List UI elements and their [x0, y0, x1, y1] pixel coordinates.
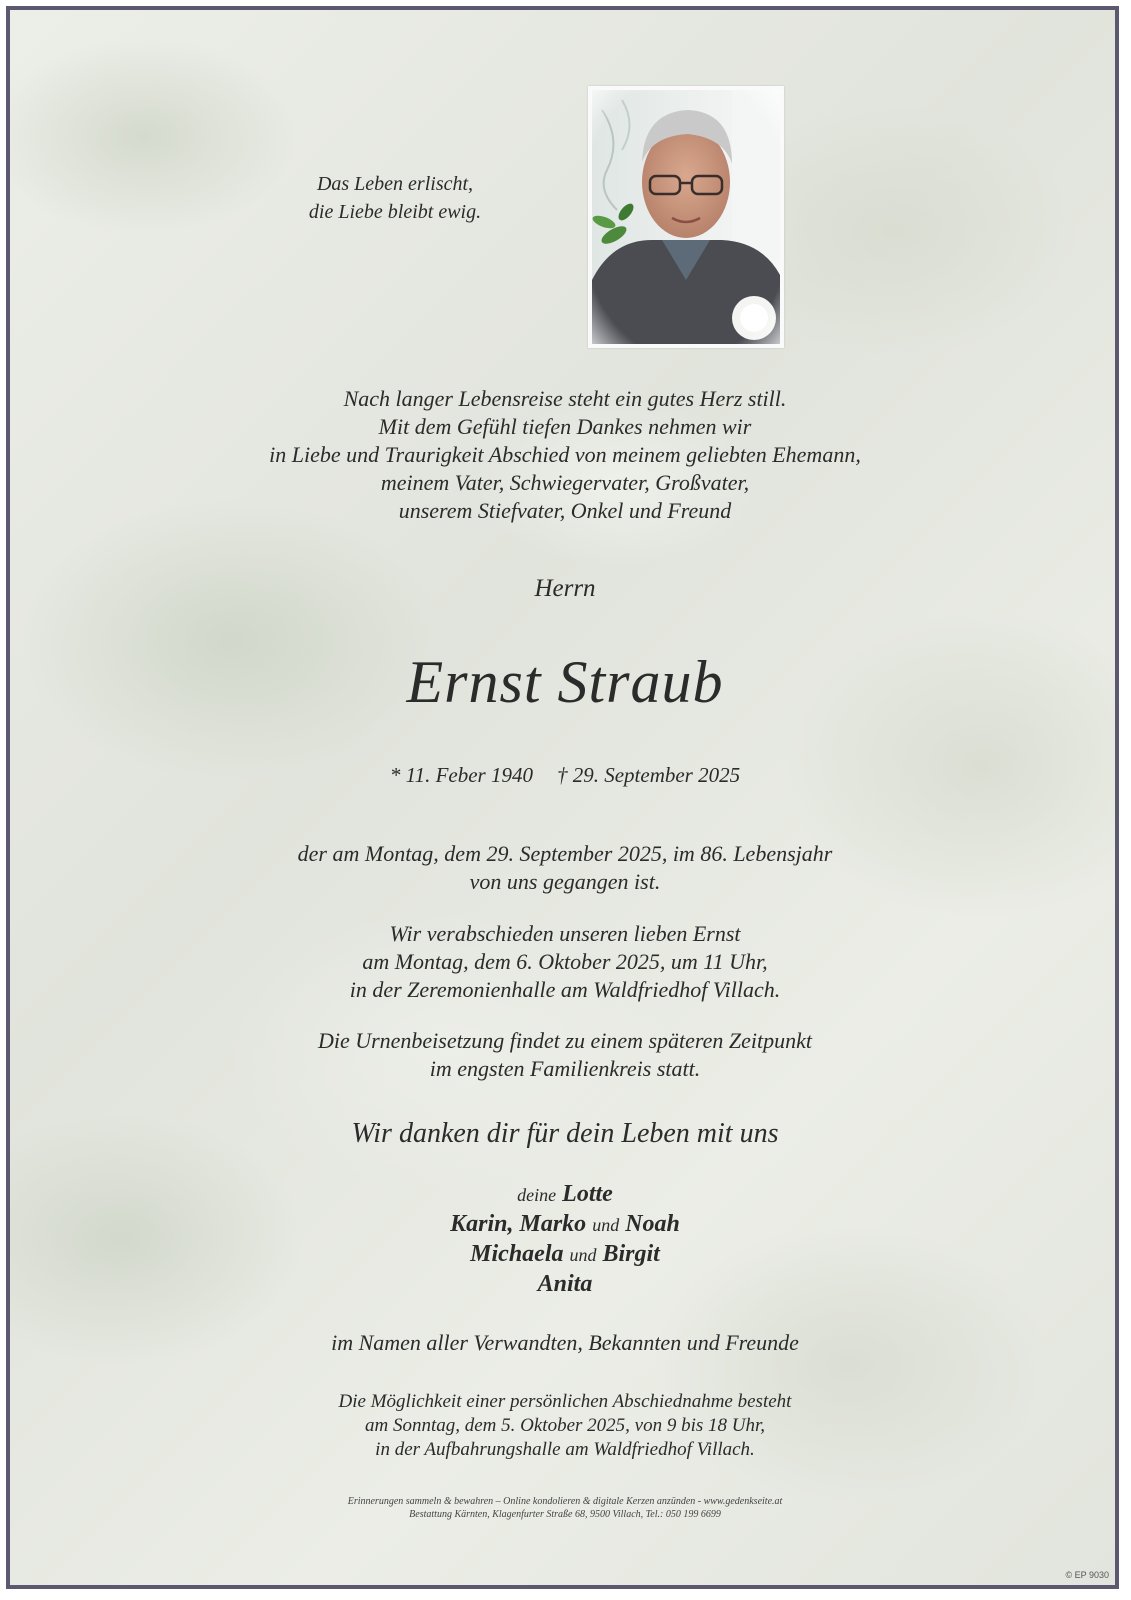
family-word: deine: [517, 1185, 557, 1205]
footer-line: Erinnerungen sammeln & bewahren – Online kondolieren & digitale Kerzen anzünden - www.gedenkseite.at: [347, 1496, 783, 1507]
family-member: Anita: [537, 1271, 593, 1297]
family-line: [150, 1210, 980, 1240]
family-word: und: [592, 1215, 620, 1235]
deceased-name: Ernst Straub: [406, 649, 724, 715]
print-code: © EP 9030: [1065, 1570, 1109, 1580]
passing-text: [150, 840, 980, 896]
family-word: und: [569, 1245, 597, 1265]
intro-text: [150, 385, 980, 525]
footer-line: Bestattung Kärnten, Klagenfurter Straße 68, 9500 Villach, Tel.: 050 199 6699: [409, 1509, 721, 1520]
birth-date: * 11. Feber 1940: [389, 763, 533, 787]
portrait-image: [592, 90, 780, 344]
intro-line: Nach langer Lebensreise steht ein gutes Herz still.: [343, 386, 787, 411]
family-member: Lotte: [562, 1181, 613, 1207]
salutation: Herrn: [534, 575, 596, 602]
passing-line: der am Montag, dem 29. September 2025, im 86. Lebensjahr: [297, 841, 833, 866]
farewell-line: in der Aufbahrungshalle am Waldfriedhof Villach.: [375, 1439, 755, 1460]
farewell-line: Die Möglichkeit einer persönlichen Abschiednahme besteht: [338, 1391, 792, 1412]
death-date: † 29. September 2025: [556, 763, 741, 787]
motto-line: Das Leben erlischt,: [316, 173, 474, 195]
ceremony-line: in der Zeremonienhalle am Waldfriedhof Villach.: [349, 977, 781, 1002]
family-line: [150, 1240, 980, 1270]
intro-line: unserem Stiefvater, Onkel und Freund: [398, 498, 732, 523]
intro-line: in Liebe und Traurigkeit Abschied von meinem geliebten Ehemann,: [269, 442, 861, 467]
ceremony-line: Wir verabschieden unseren lieben Ernst: [389, 921, 741, 946]
thanks-line: Wir danken dir für dein Leben mit uns: [351, 1118, 779, 1149]
portrait-photo: [588, 86, 784, 348]
family-signature: [150, 1180, 980, 1299]
family-member: Michaela: [470, 1241, 564, 1267]
urn-line: Die Urnenbeisetzung findet zu einem späteren Zeitpunkt: [317, 1028, 813, 1053]
on-behalf-line: im Namen aller Verwandten, Bekannten und Freunde: [331, 1330, 799, 1355]
family-member: Birgit: [602, 1241, 660, 1267]
passing-line: von uns gegangen ist.: [469, 869, 661, 894]
family-member: Karin,: [450, 1211, 514, 1237]
ceremony-text: [150, 920, 980, 1004]
motto: [230, 170, 560, 226]
family-member: Marko: [519, 1211, 587, 1237]
intro-line: Mit dem Gefühl tiefen Dankes nehmen wir: [378, 414, 752, 439]
family-line: [150, 1270, 980, 1299]
farewell-text: [150, 1390, 980, 1462]
family-line: [150, 1180, 980, 1210]
footer: [150, 1495, 980, 1521]
urn-line: im engsten Familienkreis statt.: [429, 1056, 701, 1081]
intro-line: meinem Vater, Schwiegervater, Großvater,: [380, 470, 750, 495]
life-dates: [150, 763, 980, 788]
motto-line: die Liebe bleibt ewig.: [308, 201, 482, 223]
family-member: Noah: [625, 1211, 680, 1237]
farewell-line: am Sonntag, dem 5. Oktober 2025, von 9 bis 18 Uhr,: [364, 1415, 766, 1436]
urn-text: [150, 1027, 980, 1083]
ceremony-line: am Montag, dem 6. Oktober 2025, um 11 Uhr,: [362, 949, 768, 974]
